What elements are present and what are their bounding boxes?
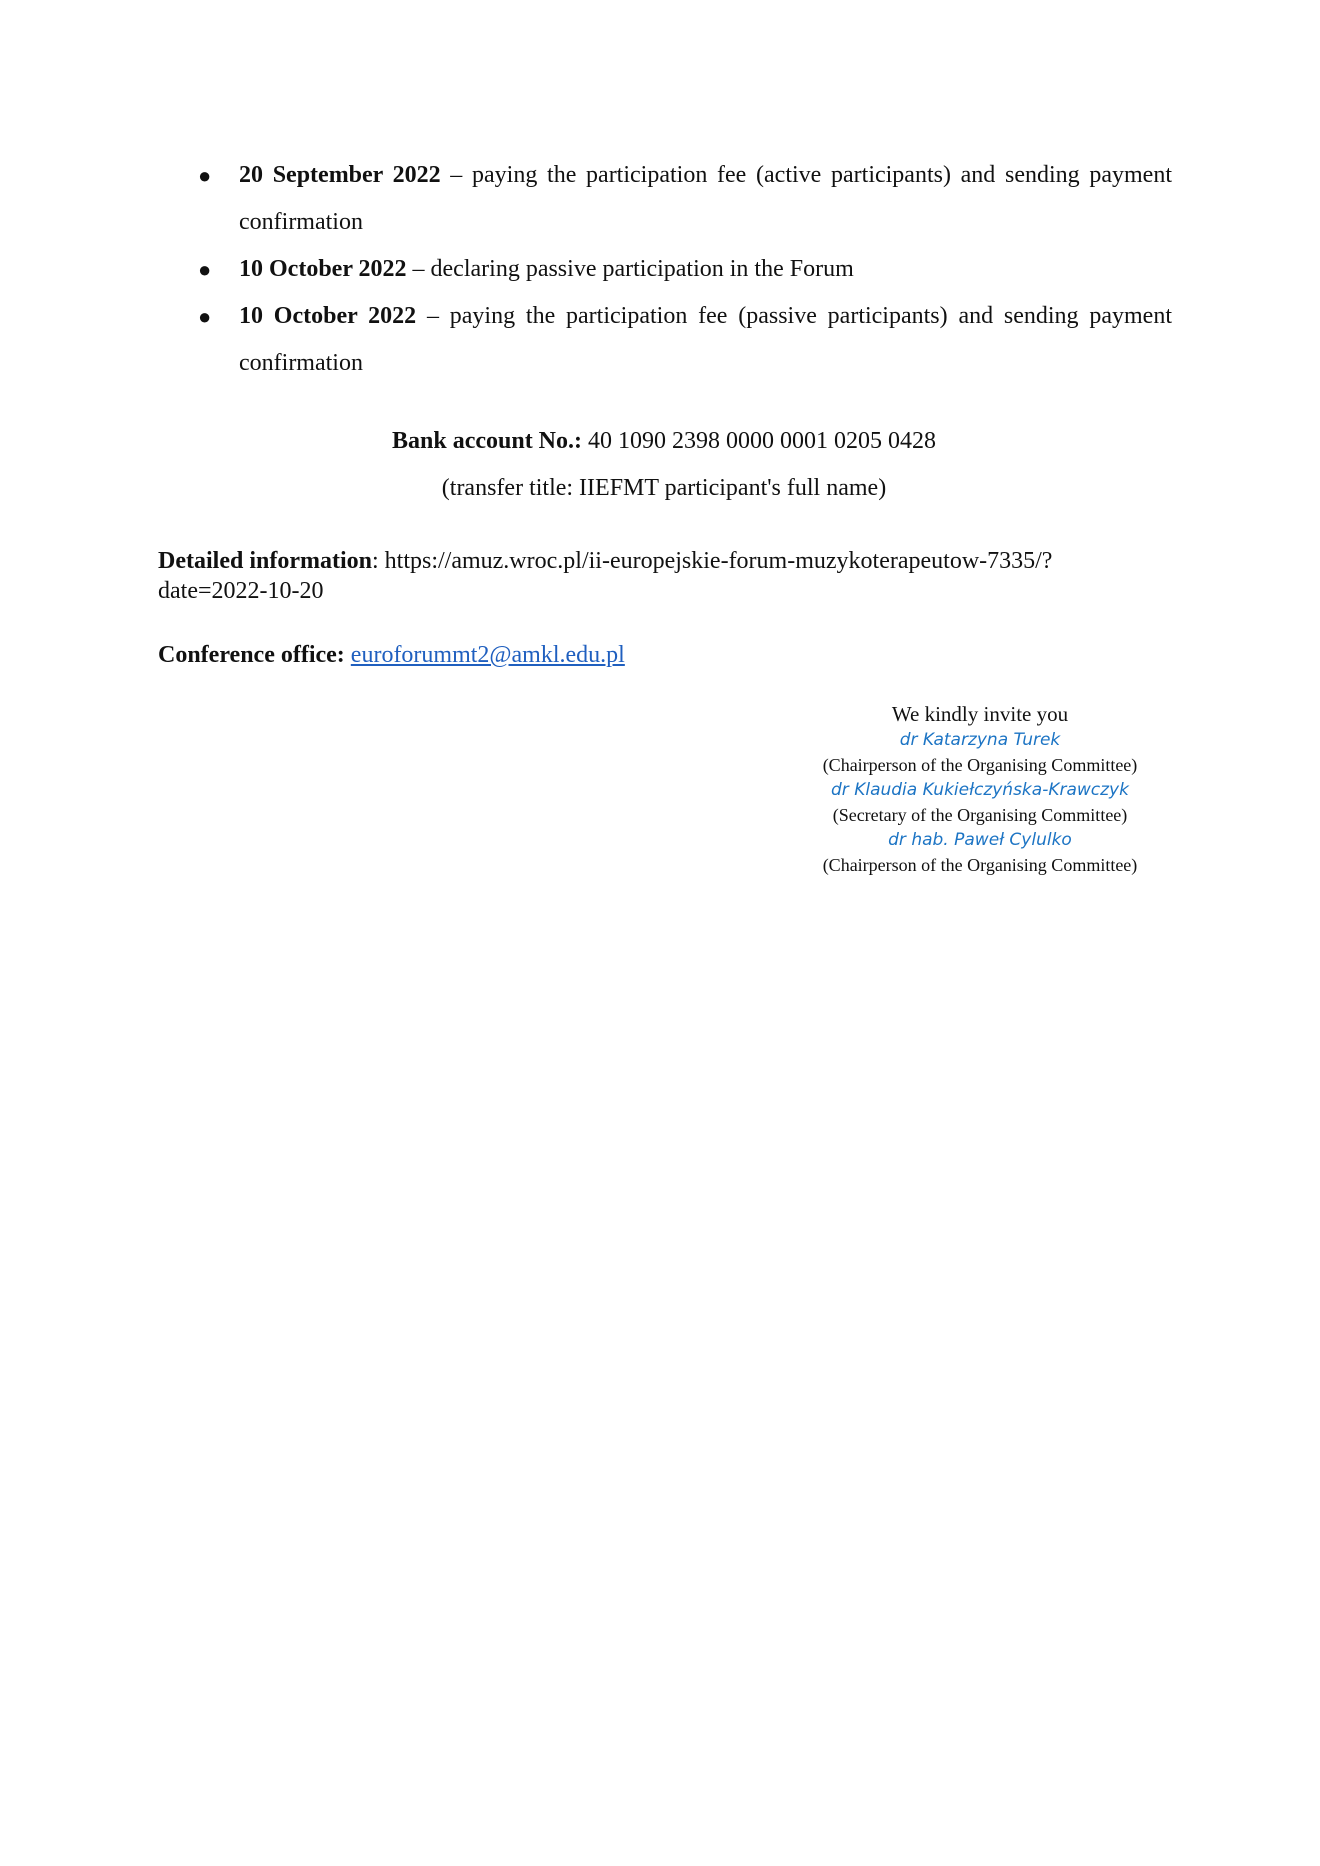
detailed-information-url[interactable]: : https://amuz.wroc.pl/ii-europejskie-forum-muzykoterapeutow-7335/?date=2022-10-20 [158,548,1053,604]
deadline-date: 10 October 2022 [239,256,407,282]
signatory-name: dr Katarzyna Turek [899,730,1061,750]
signatory-role: (Chairperson of the Organising Committee) [822,855,1138,875]
signatory-name: dr hab. Paweł Cylulko [888,830,1072,850]
signatory-role: (Secretary of the Organising Committee) [832,805,1128,825]
detailed-information [158,546,1118,606]
deadline-item [196,152,1172,246]
bank-account-block [196,418,1132,512]
signatory-name: dr Klaudia Kukiełczyńska-Krawczyk [831,780,1129,800]
detailed-information-label: Detailed information [158,548,372,574]
bank-account-number: 40 1090 2398 0000 0001 0205 0428 [582,428,937,454]
conference-office [158,640,1118,670]
conference-office-label: Conference office: [158,642,345,668]
transfer-title: (transfer title: IIEFMT participant's full name) [441,475,887,501]
bullet-icon: ● [198,304,212,329]
deadline-date: 10 October 2022 [239,303,417,329]
invitation-text: We kindly invite you [891,702,1069,726]
bullet-icon: ● [198,257,212,282]
deadline-date: 20 September 2022 [239,162,441,188]
bullet-icon: ● [198,163,212,188]
signature-block [780,700,1180,878]
deadline-list [196,152,1172,387]
signatory-role: (Chairperson of the Organising Committee) [822,755,1138,775]
deadline-text: – paying the participation fee (passive participants) and sending payment confirmation [239,303,1173,376]
deadline-item [196,246,1172,293]
deadline-text: – paying the participation fee (active participants) and sending payment confirmation [239,162,1173,235]
deadline-item [196,293,1172,387]
deadline-text: – declaring passive participation in the Forum [406,256,854,282]
bank-account-label: Bank account No.: [391,428,583,454]
bank-account-line [196,418,1132,465]
conference-office-email-link[interactable]: euroforummt2@amkl.edu.pl [350,642,625,668]
